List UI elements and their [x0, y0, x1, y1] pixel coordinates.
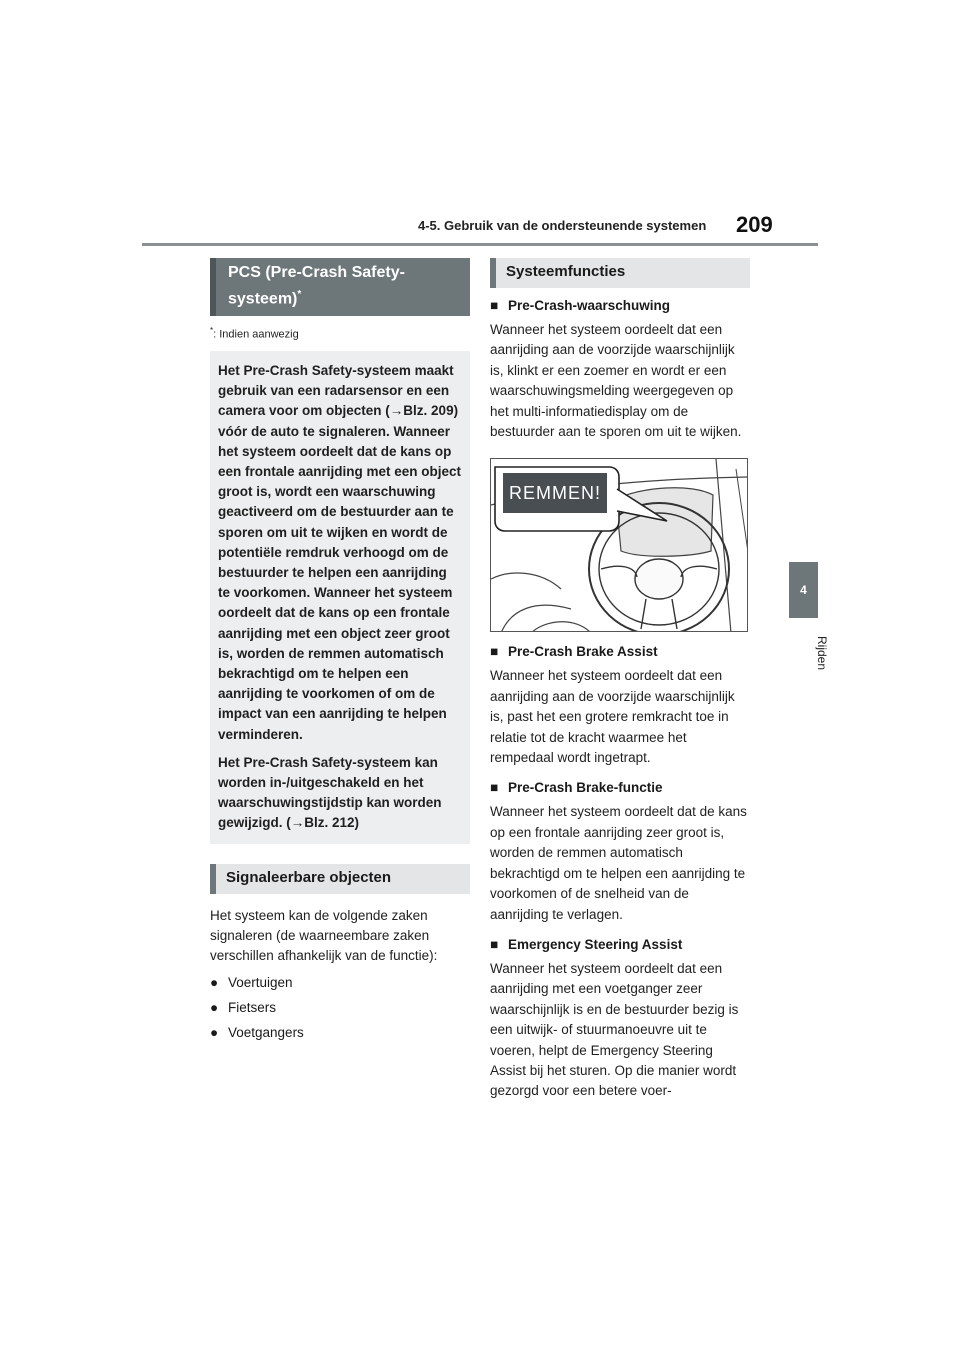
- header-divider: [142, 243, 818, 246]
- bullet-icon: ●: [210, 999, 219, 1015]
- brake-function-title: ■ Pre-Crash Brake-functie: [490, 778, 750, 798]
- steering-assist-title: ■ Emergency Steering Assist: [490, 935, 750, 955]
- footnote-text: : Indien aanwezig: [213, 328, 299, 341]
- square-bullet-icon: ■: [490, 936, 499, 952]
- section-title: 4-5. Gebruik van de ondersteunende systemen: [418, 218, 707, 233]
- square-bullet-icon: ■: [490, 298, 499, 313]
- brake-assist-text: Wanneer het systeem oordeelt dat een aanrijding aan de voorzijde waarschijnlijk is, past het een grotere remkracht toe in relatie tot de kracht waarmee het rempedaal wordt ingetrapt.: [490, 668, 735, 766]
- chapter-tab[interactable]: [789, 562, 818, 618]
- list-item: [210, 973, 470, 993]
- chapter-number: 4: [800, 583, 807, 597]
- dashboard-illustration: [490, 458, 748, 632]
- bullet-icon: ●: [210, 1024, 219, 1040]
- intro-paragraph-2: Het Pre-Crash Safety-systeem kan worden in-/uitgeschakeld en het waarschuwingstijdstip kan worden gewijzigd. (→Blz. 212): [218, 754, 442, 831]
- chapter-label: Rijden: [815, 636, 829, 671]
- footnote: [210, 326, 470, 341]
- square-bullet-icon: ■: [490, 780, 499, 796]
- footnote-mark: *: [210, 326, 214, 336]
- page-number: 209: [736, 212, 773, 237]
- detect-text: Het systeem kan de volgende zaken signaleren (de waarneembare zaken verschillen afhankelijk van de functie):: [210, 907, 438, 964]
- bullet-icon: ●: [210, 974, 219, 990]
- bullet-text: Fietsers: [228, 999, 277, 1015]
- square-bullet-icon: ■: [490, 644, 499, 660]
- warning-text: Wanneer het systeem oordeelt dat een aanrijding aan de voorzijde waarschijnlijk is, klinkt er een zoemer en wordt er een waarschuwingsmelding weergegeven op het multi-informatiedisplay om de bestuurder aan te sporen om uit te wijken.: [490, 322, 742, 440]
- warning-title: ■ Pre-Crash-waarschuwing: [490, 296, 750, 316]
- bullet-text: Voertuigen: [228, 974, 293, 990]
- steering-assist-text: Wanneer het systeem oordeelt dat een aanrijding met een voetganger zeer waarschijnlijk is en de bestuurder bezig is een uitwijk- of stuurmanoeuvre uit te voeren, helpt de Emergency Steering Assist bij het sturen. Op die manier wordt gezorgd voor een betere voer-: [490, 960, 739, 1099]
- right-column: [490, 258, 750, 1102]
- left-column: [210, 258, 470, 1043]
- intro-box: [210, 351, 470, 844]
- list-item: [210, 998, 470, 1018]
- list-item: [210, 1023, 470, 1043]
- brake-function-text: Wanneer het systeem oordeelt dat de kans op een frontale aanrijding zeer groot is, worden de remmen automatisch bekrachtigd om te helpen een aanrijding te voorkomen of de snelheid van de aanrijding te verlagen.: [490, 804, 747, 922]
- brake-assist-title: ■ Pre-Crash Brake Assist: [490, 642, 750, 662]
- intro-paragraph-1: Het Pre-Crash Safety-systeem maakt gebruik van een radarsensor en een camera voor om objecten (→Blz. 209) vóór de auto te signaleren. Wanneer het systeem oordeelt dat de kans op een frontale aanrijding met een object groot is, wordt een waarschuwing geactiveerd om de bestuurder aan te sporen om uit te wijken en wordt de potentiële remdruk verhoogd om de bestuurder te helpen een aanrijding te voorkomen. Wanneer het systeem oordeelt dat de kans op een frontale aanrijding met een object zeer groot is, worden de remmen automatisch bekrachtigd om te helpen een aanrijding te voorkomen of om de impact van een aanrijding te helpen verminderen.: [218, 362, 462, 742]
- detect-heading: Signaleerbare objecten: [210, 864, 470, 894]
- pcs-heading: [210, 258, 470, 316]
- display-message: REMMEN!: [509, 482, 601, 503]
- bullet-text: Voetgangers: [228, 1024, 304, 1040]
- pcs-heading-text: PCS (Pre-Crash Safety-systeem): [228, 264, 405, 308]
- detect-list: [210, 973, 470, 1043]
- pcs-heading-mark: *: [297, 289, 302, 300]
- functions-heading: Systeemfuncties: [490, 258, 750, 288]
